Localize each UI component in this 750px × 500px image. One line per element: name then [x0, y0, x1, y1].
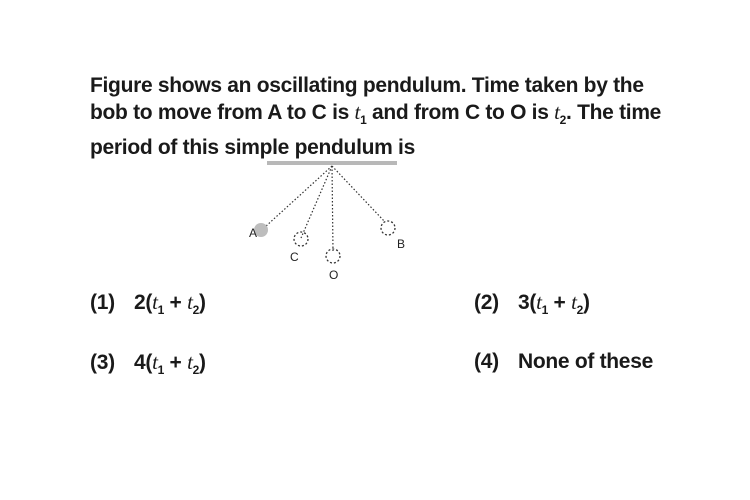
bob-O — [326, 249, 340, 263]
bob-B — [381, 221, 395, 235]
t1-subscript: 1 — [360, 113, 367, 127]
option-text: None of these — [518, 350, 653, 373]
label-B: B — [397, 237, 406, 251]
t2-symbol: t — [554, 100, 560, 124]
option-number: (1) — [90, 291, 115, 314]
option-3[interactable]: (3) $4(t_1 + t_2)$ — [90, 350, 206, 377]
t1-symbol: t — [354, 100, 361, 124]
bob-C — [294, 232, 308, 246]
option-number: (3) — [90, 351, 115, 374]
label-A: A — [249, 226, 258, 240]
question-part-3: . The time period of this simple pendulum is — [90, 101, 662, 159]
option-4[interactable] — [474, 350, 653, 374]
option-number: (2) — [474, 291, 499, 314]
t2-subscript: 2 — [559, 113, 567, 127]
string-to-B — [332, 166, 385, 222]
question-text — [90, 72, 680, 161]
label-O: O — [329, 268, 339, 282]
question-part-1: Figure shows an oscillating pendulum. Time taken by the bob to move from A to C is — [90, 74, 644, 124]
option-number: (4) — [474, 350, 499, 373]
string-to-C — [301, 166, 332, 238]
string-to-A — [265, 166, 332, 227]
string-to-O — [332, 166, 333, 251]
pendulum-support — [267, 161, 397, 165]
label-C: C — [290, 250, 299, 264]
option-2[interactable]: (2) $3(t_1 + t_2)$ — [474, 290, 590, 317]
option-1[interactable]: (1) $2(t_1 + t_2)$ — [90, 290, 206, 317]
question-part-2: and from C to O is — [366, 101, 555, 124]
pendulum-diagram — [240, 158, 430, 288]
